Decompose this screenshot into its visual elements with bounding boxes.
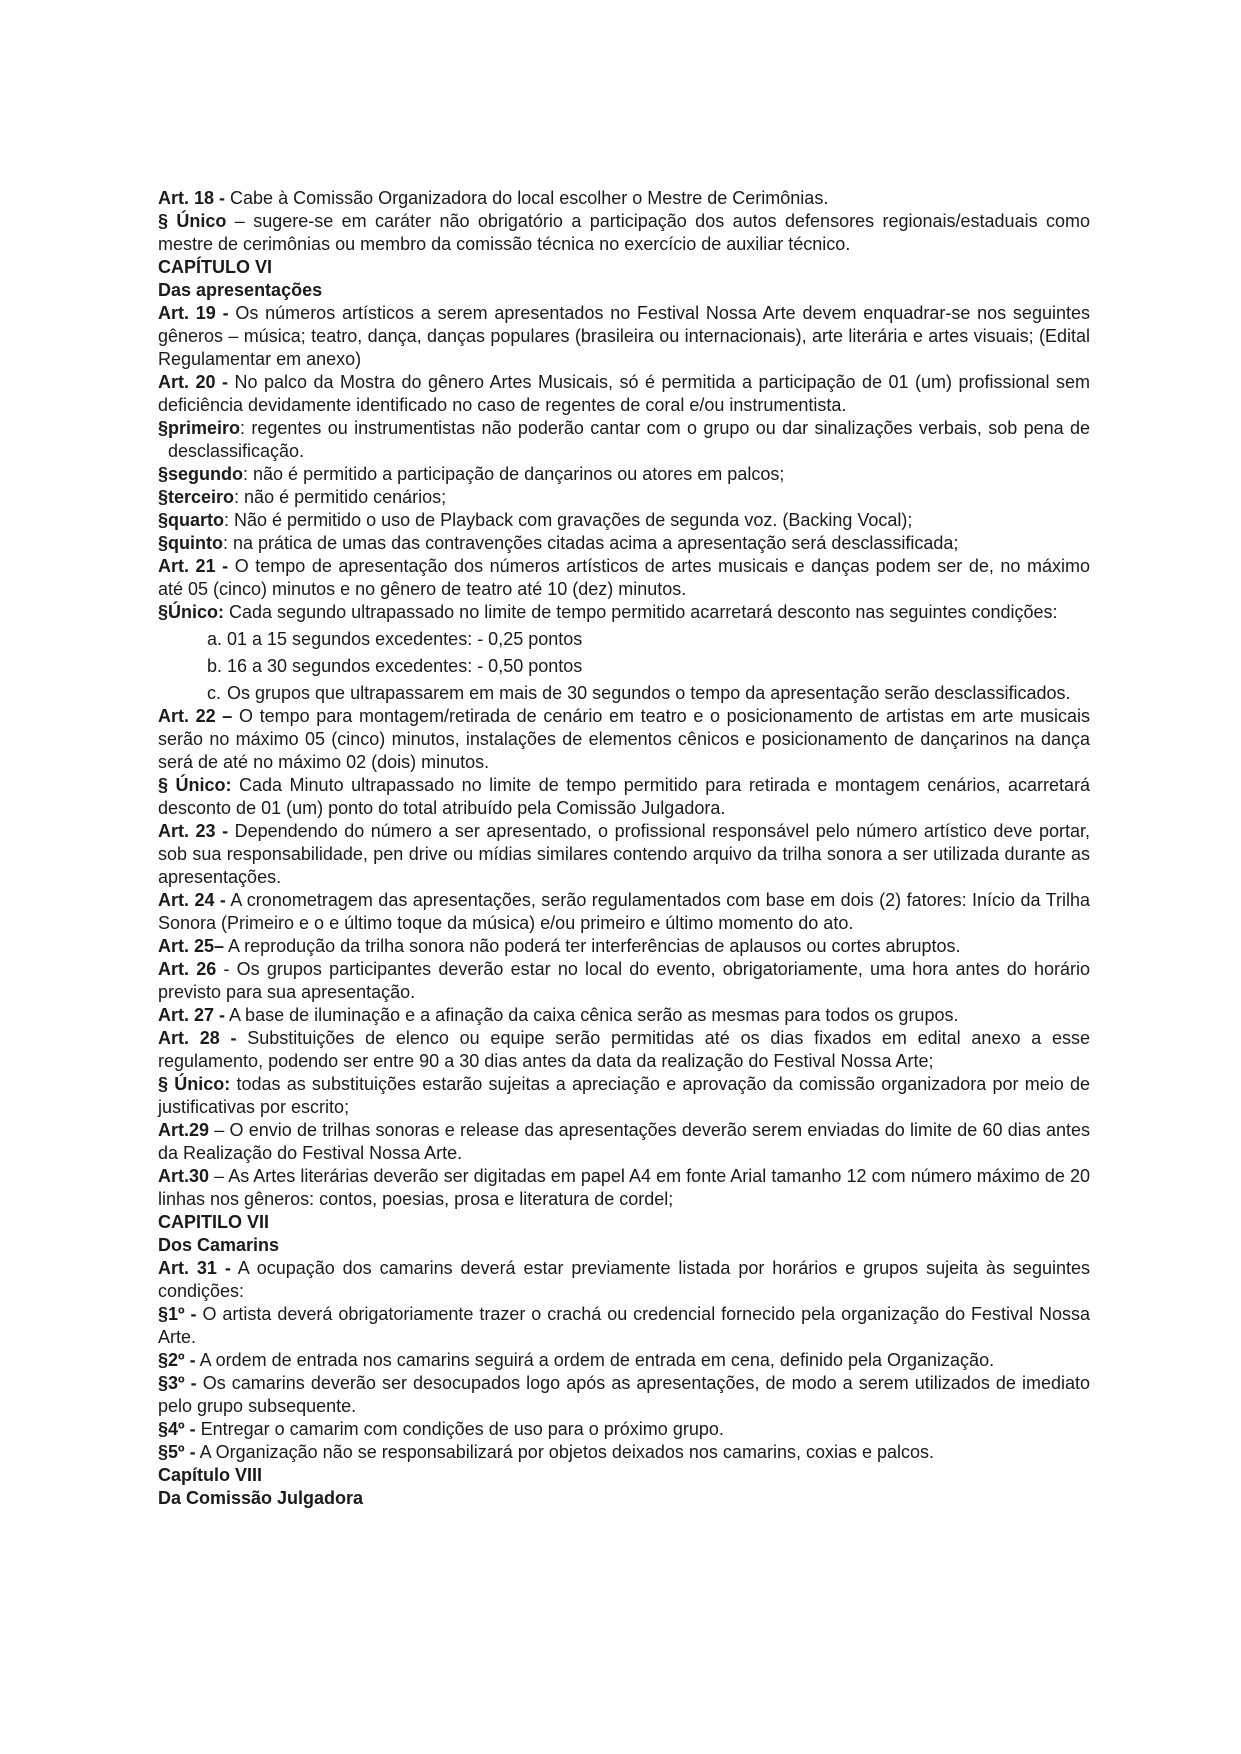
section-title-camarins: Dos Camarins <box>158 1235 280 1255</box>
paragraph-text: O artista deverá obrigatoriamente trazer o crachá ou credencial fornecido pela organização do Festival Nossa Arte. <box>158 1304 1091 1347</box>
paragraph-text: A reprodução da trilha sonora não poderá ter interferências de aplausos ou cortes abruptos. <box>224 936 961 956</box>
article-label: Art. 28 - <box>158 1028 237 1048</box>
paragraph-text: Cada Minuto ultrapassado no limite de tempo permitido para retirada e montagem cenários, acarretará desconto de 01 (um) ponto do total atribuído pela Comissão Julgadora. <box>158 775 1090 818</box>
paragraph-unico-art-18 <box>158 210 1090 256</box>
paragraph-text: Os números artísticos a serem apresentados no Festival Nossa Arte devem enquadrar-se nos seguintes gêneros – música; teatro, dança, danças populares (brasileira ou internacionais), arte literária e artes visuais; (Edital Regulamentar em anexo) <box>158 303 1090 369</box>
article-label: Art. 22 – <box>158 706 233 726</box>
paragraph-art-23 <box>158 820 1090 889</box>
section-title-apresentacoes: Das apresentações <box>158 280 323 300</box>
article-label: Art.30 <box>158 1166 210 1186</box>
list-item-b <box>207 655 1090 678</box>
list-item-a <box>207 628 1090 651</box>
paragraph-text: : regentes ou instrumentistas não poderão cantar com o grupo ou dar sinalizações verbais, sob pena de desclassificação. <box>168 418 1090 461</box>
paragraph-art-24 <box>158 889 1090 935</box>
article-label: Art. 23 - <box>158 821 229 841</box>
paragraph-5o <box>158 1441 1090 1464</box>
paragraph-art-26 <box>158 958 1090 1004</box>
paragraph-unico-art-21 <box>158 601 1090 624</box>
paragraph-art-22 <box>158 705 1090 774</box>
paragraph-unico-art-28 <box>158 1073 1090 1119</box>
paragraph-text: : Não é permitido o uso de Playback com gravações de segunda voz. (Backing Vocal); <box>224 510 913 530</box>
paragraph-art-29 <box>158 1119 1090 1165</box>
paragraph-text: todas as substituições estarão sujeitas a apreciação e aprovação da comissão organizadora por meio de justificativas por escrito; <box>158 1074 1090 1117</box>
article-label: Art. 31 - <box>158 1258 231 1278</box>
paragraph-art-28 <box>158 1027 1090 1073</box>
article-label: §3º - <box>158 1373 197 1393</box>
paragraph-text: A cronometragem das apresentações, serão regulamentados com base em dois (2) fatores: Início da Trilha Sonora (Primeiro e o e último toque da música) e/ou primeiro e último momento do ato. <box>158 890 1090 933</box>
paragraph-art-19 <box>158 302 1090 371</box>
article-label: Art. 26 <box>158 959 217 979</box>
paragraph-art-30 <box>158 1165 1090 1211</box>
paragraph-quinto <box>158 532 1090 555</box>
article-label: §Único: <box>158 602 225 622</box>
article-label: Art.29 <box>158 1120 210 1140</box>
article-label: §1º - <box>158 1304 197 1324</box>
article-label: Art. 24 - <box>158 890 226 910</box>
paragraph-text: – As Artes literárias deverão ser digitadas em papel A4 em fonte Arial tamanho 12 com número máximo de 20 linhas nos gêneros: contos, poesias, prosa e literatura de cordel; <box>158 1166 1090 1209</box>
paragraph-art-31 <box>158 1257 1090 1303</box>
paragraph-text: Cada segundo ultrapassado no limite de tempo permitido acarretará desconto nas seguintes condições: <box>224 602 1058 622</box>
paragraph-segundo <box>158 463 1090 486</box>
article-label: §quarto <box>158 510 225 530</box>
paragraph-text: A base de iluminação e a afinação da caixa cênica serão as mesmas para todos os grupos. <box>225 1005 959 1025</box>
article-label: §terceiro <box>158 487 235 507</box>
article-label: § Único: <box>158 1074 231 1094</box>
paragraph-art-27 <box>158 1004 1090 1027</box>
article-label: Art. 21 - <box>158 556 229 576</box>
article-label: Art. 19 - <box>158 303 229 323</box>
article-label: Art. 27 - <box>158 1005 226 1025</box>
paragraph-text: A ocupação dos camarins deverá estar previamente listada por horários e grupos sujeita às seguintes condições: <box>158 1258 1090 1301</box>
article-label: §segundo <box>158 464 244 484</box>
list-item-c <box>207 682 1090 705</box>
list-item-text: Os grupos que ultrapassarem em mais de 30 segundos o tempo da apresentação serão desclassificados. <box>227 683 1071 703</box>
paragraph-text: Substituições de elenco ou equipe serão permitidas até os dias fixados em edital anexo a esse regulamento, podendo ser entre 90 a 30 dias antes da data da realização do Festival Nossa Arte; <box>158 1028 1090 1071</box>
paragraph-text: Os camarins deverão ser desocupados logo após as apresentações, de modo a serem utilizados de imediato pelo grupo subsequente. <box>158 1373 1091 1416</box>
paragraph-text: O tempo para montagem/retirada de cenário em teatro e o posicionamento de artistas em arte musicais serão no máximo 05 (cinco) minutos, instalações de elementos cênicos e posicionamento de dançarinos na dança será de até no máximo 02 (dois) minutos. <box>158 706 1090 772</box>
paragraph-text: – sugere-se em caráter não obrigatório a participação dos autos defensores regionais/estaduais como mestre de cerimônias ou membro da comissão técnica no exercício de auxiliar técnico. <box>158 211 1090 254</box>
article-label: §5º - <box>158 1442 196 1462</box>
article-label: Art. 20 - <box>158 372 228 392</box>
article-label: Art. 18 - <box>158 188 226 208</box>
paragraph-text: – O envio de trilhas sonoras e release das apresentações deverão serem enviadas do limite de 60 dias antes da Realização do Festival Nossa Arte. <box>158 1120 1090 1163</box>
paragraph-text: : não é permitido a participação de dançarinos ou atores em palcos; <box>243 464 785 484</box>
paragraph-art-25 <box>158 935 1090 958</box>
paragraph-1o <box>158 1303 1090 1349</box>
paragraph-text: No palco da Mostra do gênero Artes Musicais, só é permitida a participação de 01 (um) profissional sem deficiência devidamente identificado no caso de regentes de coral e/ou instrumentista. <box>158 372 1090 415</box>
paragraph-text: A ordem de entrada nos camarins seguirá a ordem de entrada em cena, definido pela Organização. <box>195 1350 995 1370</box>
list-item-text: 01 a 15 segundos excedentes: - 0,25 pontos <box>227 629 583 649</box>
paragraph-text: O tempo de apresentação dos números artísticos de artes musicais e danças podem ser de, no máximo até 05 (cinco) minutos e no gênero de teatro até 10 (dez) minutos. <box>158 556 1090 599</box>
paragraph-terceiro <box>158 486 1090 509</box>
paragraph-unico-art-22 <box>158 774 1090 820</box>
list-marker: c. <box>207 683 222 703</box>
paragraph-3o <box>158 1372 1090 1418</box>
paragraph-text: : não é permitido cenários; <box>234 487 447 507</box>
article-label: Art. 25– <box>158 936 225 956</box>
paragraph-text: : na prática de umas das contravenções citadas acima a apresentação será desclassificada; <box>223 533 959 553</box>
article-label: §primeiro <box>158 418 241 438</box>
paragraph-text: A Organização não se responsabilizará por objetos deixados nos camarins, coxias e palcos. <box>195 1442 935 1462</box>
paragraph-4o <box>158 1418 1090 1441</box>
chapter-heading-vii: CAPITILO VII <box>158 1212 270 1232</box>
list-marker: b. <box>207 656 223 676</box>
article-label: §4º - <box>158 1419 196 1439</box>
paragraph-text: Dependendo do número a ser apresentado, o profissional responsável pelo número artístico deve portar, sob sua responsabilidade, pen drive ou mídias similares contendo arquivo da trilha sonora a ser utilizada durante as apresentações. <box>158 821 1090 887</box>
article-label: § Único: <box>158 775 232 795</box>
paragraph-text: Entregar o camarim com condições de uso para o próximo grupo. <box>195 1419 724 1439</box>
article-label: §quinto <box>158 533 223 553</box>
chapter-heading-vi: CAPÍTULO VI <box>158 257 273 277</box>
article-label: § Único <box>158 211 227 231</box>
paragraph-primeiro <box>158 417 1090 463</box>
list-marker: a. <box>207 629 223 649</box>
paragraph-art-18 <box>158 187 1090 210</box>
chapter-heading-viii: Capítulo VIII <box>158 1465 263 1485</box>
list-item-text: 16 a 30 segundos excedentes: - 0,50 pontos <box>227 656 583 676</box>
article-label: §2º - <box>158 1350 196 1370</box>
paragraph-text: - Os grupos participantes deverão estar no local do evento, obrigatoriamente, uma hora antes do horário previsto para sua apresentação. <box>158 959 1090 1002</box>
paragraph-quarto <box>158 509 1090 532</box>
paragraph-2o <box>158 1349 1090 1372</box>
section-title-comissao-julgadora: Da Comissão Julgadora <box>158 1488 364 1508</box>
paragraph-art-21 <box>158 555 1090 601</box>
paragraph-text: Cabe à Comissão Organizadora do local escolher o Mestre de Cerimônias. <box>225 188 829 208</box>
paragraph-art-20 <box>158 371 1090 417</box>
